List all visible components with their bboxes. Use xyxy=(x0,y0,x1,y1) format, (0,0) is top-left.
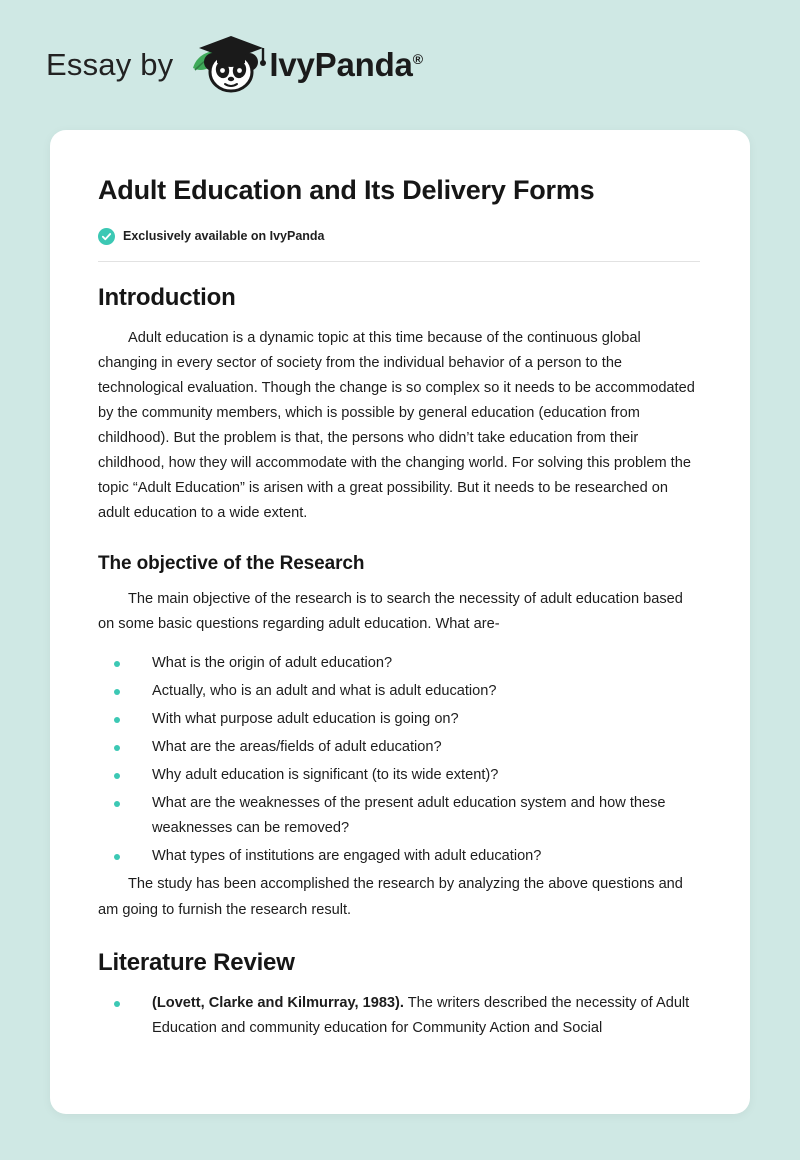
citation-reference: (Lovett, Clarke and Kilmurray, 1983). xyxy=(152,994,404,1011)
brand-name: IvyPanda® xyxy=(269,46,423,83)
list-item: With what purpose adult education is going on? xyxy=(114,707,700,732)
panda-graduation-cap-logo-icon xyxy=(187,30,273,100)
list-item: What are the weaknesses of the present adult education system and how these weaknesses can be removed? xyxy=(114,791,700,841)
list-item: What is the origin of adult education? xyxy=(114,651,700,676)
check-circle-icon xyxy=(98,228,115,245)
site-header xyxy=(0,0,800,130)
list-item: What types of institutions are engaged with adult education? xyxy=(114,844,700,869)
ivypanda-logo[interactable] xyxy=(187,30,422,100)
essay-by-label: Essay by xyxy=(46,47,174,82)
document-card xyxy=(50,130,750,1114)
introduction-paragraph: Adult education is a dynamic topic at this time because of the continuous global changing in every sector of society from the individual behavior of a person to the technological evaluation. Though the change is so complex so it needs to be accommodated by the community members, which is possible by general education (education from childhood). But the problem is that, the persons who didn’t take education from their childhood, how they will accommodate with the changing world. For solving this problem the topic “Adult Education” is arisen with a great possibility. But it needs to be researched on adult education to a wide extent. xyxy=(98,329,695,522)
list-item: What are the areas/fields of adult education? xyxy=(114,735,700,760)
list-item: Why adult education is significant (to its wide extent)? xyxy=(114,763,700,788)
literature-review-list xyxy=(98,991,700,1041)
registered-mark: ® xyxy=(412,51,423,67)
exclusive-badge xyxy=(98,228,700,245)
section-heading-introduction: Introduction xyxy=(98,283,236,311)
title-divider xyxy=(98,261,700,262)
objective-closing-paragraph: The study has been accomplished the research by analyzing the above questions and am going to furnish the research result. xyxy=(98,876,683,918)
exclusive-badge-text: Exclusively available on IvyPanda xyxy=(123,229,325,244)
objective-paragraph: The main objective of the research is to search the necessity of adult education based on some basic questions regarding adult education. What are- xyxy=(98,590,683,632)
section-heading-literature-review: Literature Review xyxy=(98,948,295,976)
citation-description: The writers described the necessity of Adult Education and community education for Community Action and Social xyxy=(152,994,690,1036)
objective-question-list xyxy=(98,651,700,870)
section-heading-objective: The objective of the Research xyxy=(98,552,365,574)
list-item xyxy=(114,991,700,1041)
list-item: Actually, who is an adult and what is adult education? xyxy=(114,679,700,704)
page-title: Adult Education and Its Delivery Forms xyxy=(98,175,595,205)
